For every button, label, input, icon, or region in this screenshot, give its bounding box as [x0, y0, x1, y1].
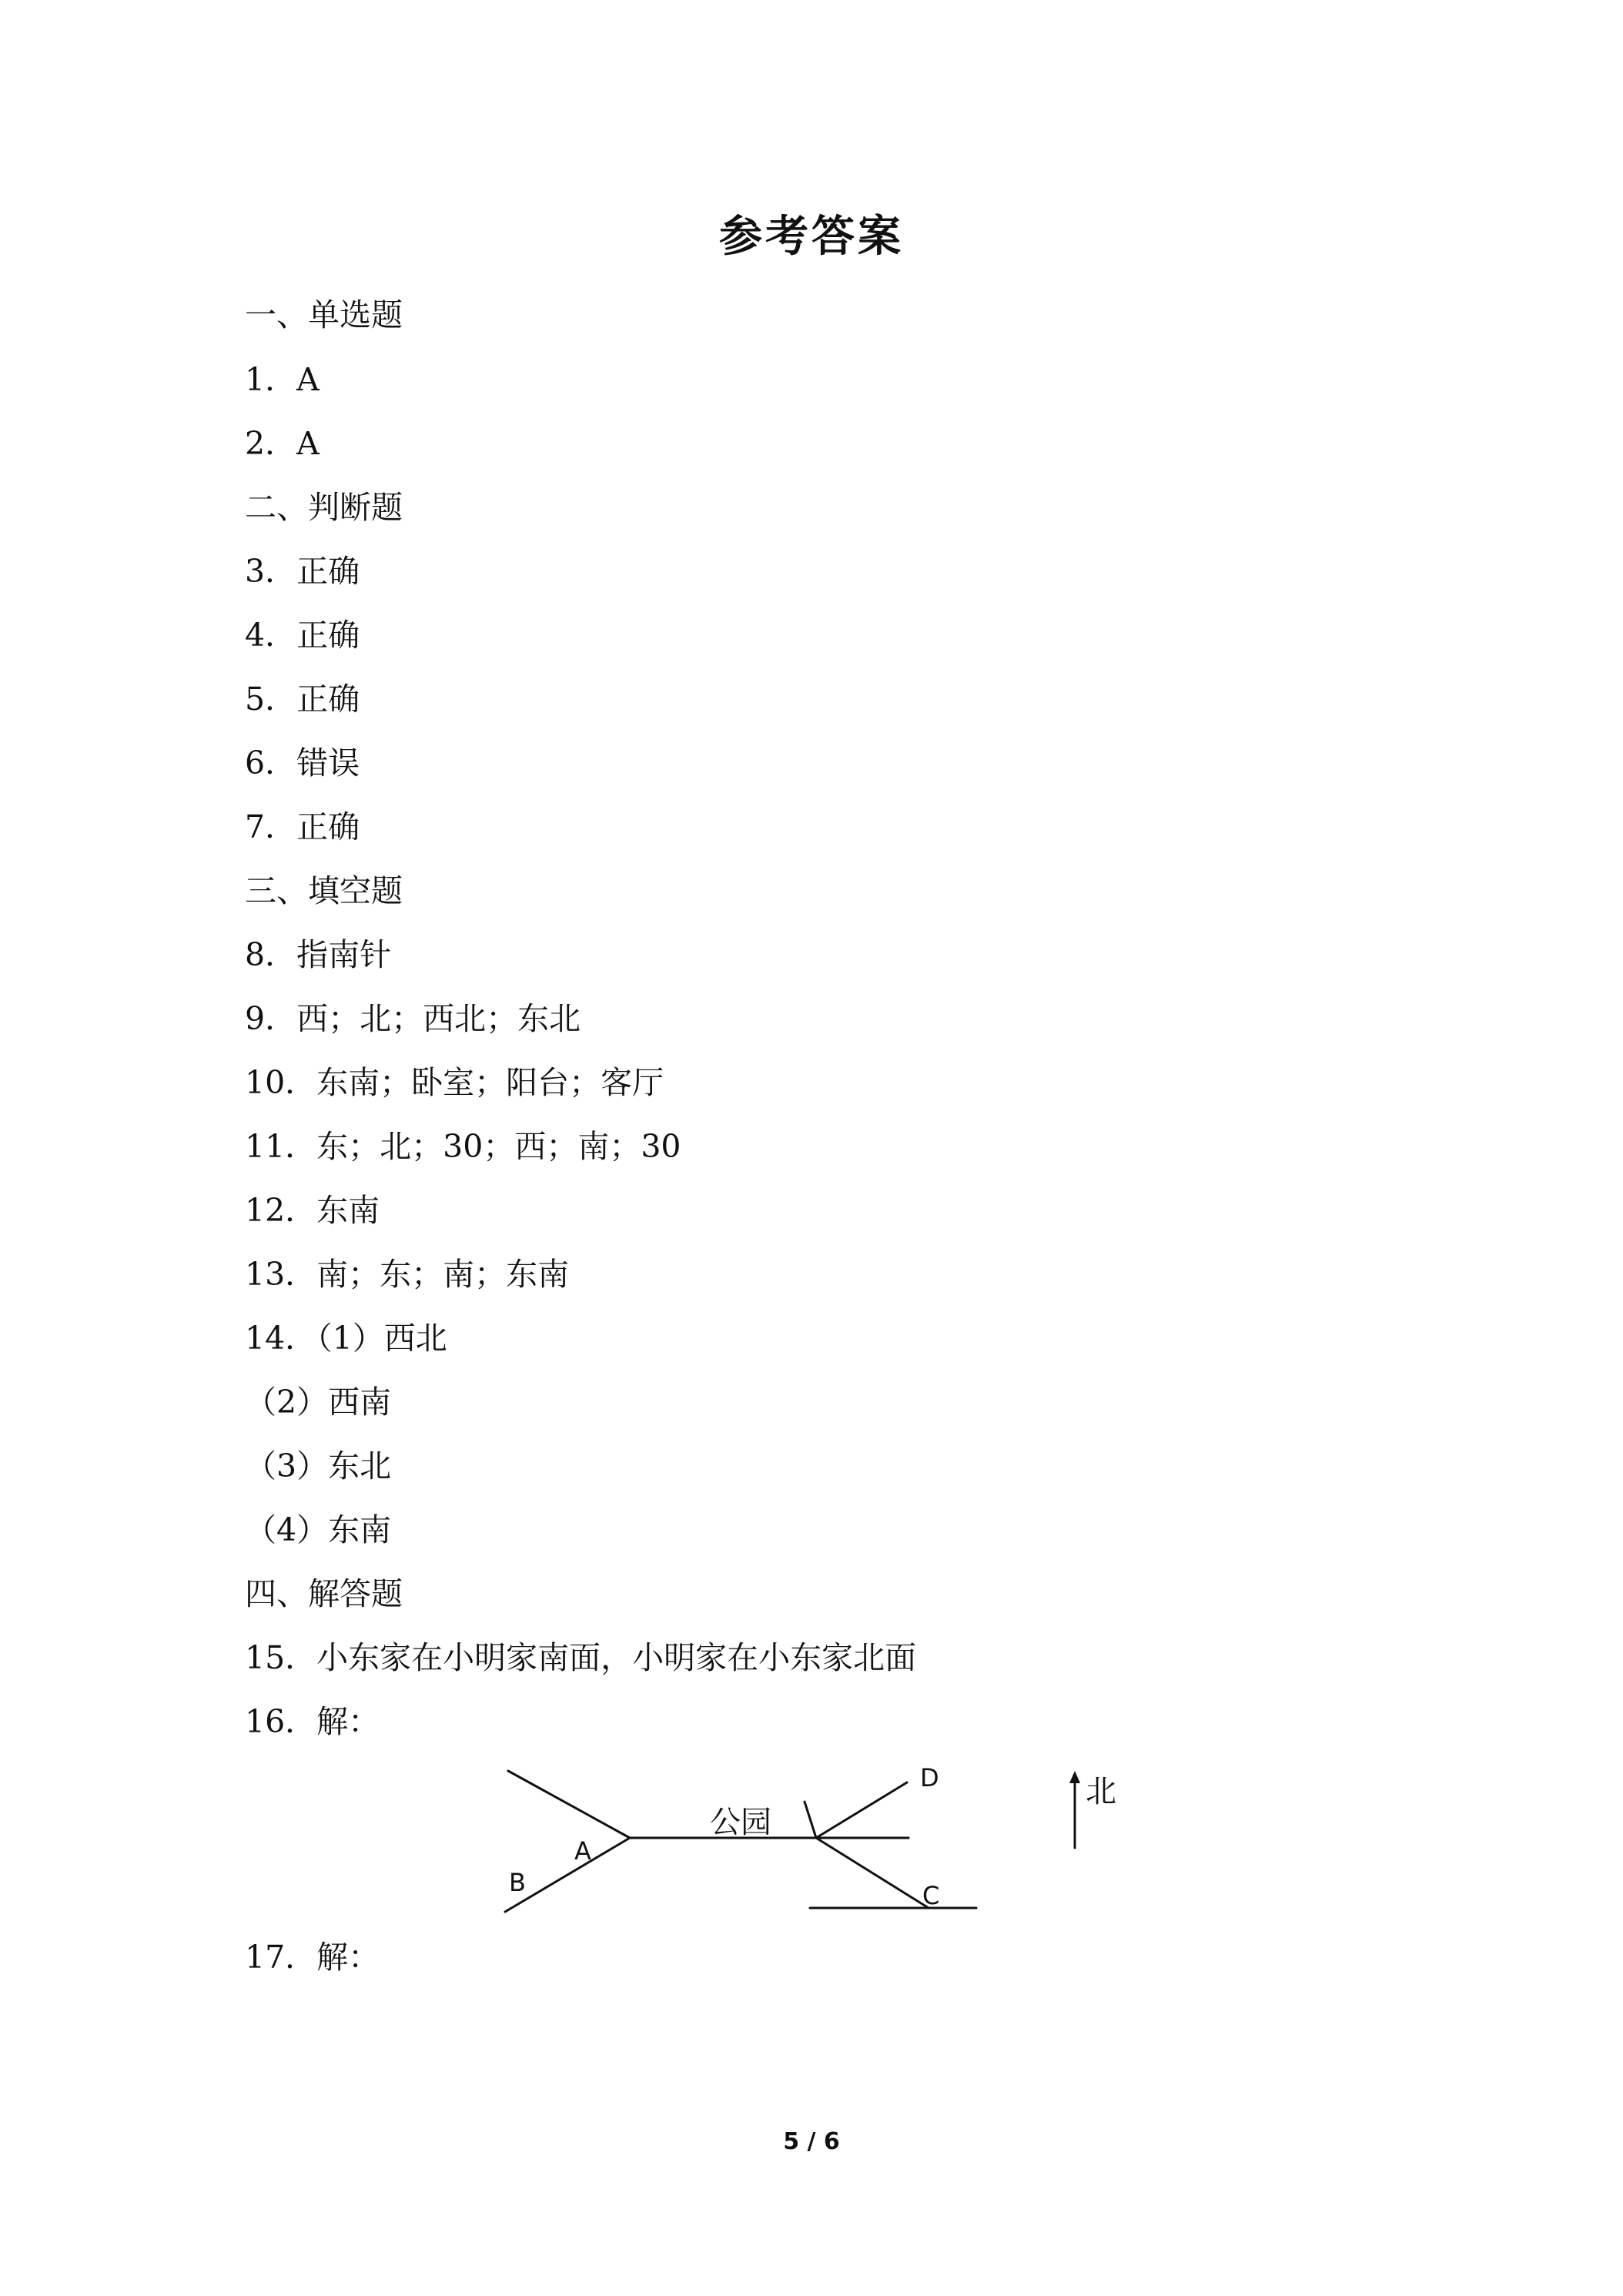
answer-14-2: （2）西南 [245, 1384, 392, 1421]
answer-7: 7．正确 [245, 808, 360, 845]
north-label: 北 [1086, 1774, 1116, 1809]
section-heading-true-false: 二、判断题 [245, 489, 403, 526]
point-c-label: C [922, 1881, 940, 1910]
answer-3: 3．正确 [245, 553, 360, 590]
answer-14-1: 14．（1）西北 [245, 1320, 447, 1357]
answer-9: 9．西；北；西北；东北 [245, 1000, 581, 1037]
point-d-label: D [920, 1763, 939, 1792]
section-heading-fill-blank: 三、填空题 [245, 872, 403, 909]
route-diagram [493, 1755, 1139, 1925]
section-heading-single-choice: 一、单选题 [245, 296, 403, 333]
answer-17: 17．解： [245, 1939, 380, 1976]
answer-15: 15．小东家在小明家南面，小明家在小东家北面 [245, 1639, 917, 1676]
answer-8: 8．指南针 [245, 936, 392, 973]
short-branch-line [805, 1802, 816, 1838]
road-a-upper-line [508, 1771, 630, 1838]
north-arrow-icon [1069, 1771, 1080, 1783]
road-d-line [816, 1782, 907, 1838]
page-number: 5 / 6 [783, 2128, 840, 2155]
answer-11: 11．东；北；30；西；南；30 [245, 1128, 681, 1165]
answer-6: 6．错误 [245, 745, 360, 782]
point-b-label: B [509, 1868, 526, 1897]
answer-12: 12．东南 [245, 1192, 380, 1229]
answer-5: 5．正确 [245, 681, 360, 718]
answer-2: 2．A [245, 425, 320, 462]
park-label: 公园 [710, 1805, 771, 1840]
answer-13: 13．南；东；南；东南 [245, 1256, 570, 1293]
answer-14-3: （3）东北 [245, 1448, 392, 1484]
answer-14-4: （4）东南 [245, 1511, 392, 1548]
point-a-label: A [574, 1836, 591, 1866]
section-heading-solve: 四、解答题 [245, 1575, 403, 1612]
answer-1: 1．A [245, 361, 320, 398]
answer-16: 16．解： [245, 1703, 380, 1740]
road-c-line [816, 1838, 929, 1908]
answer-10: 10．东南；卧室；阳台；客厅 [245, 1064, 664, 1101]
answer-4: 4．正确 [245, 617, 360, 654]
page-title: 参考答案 [719, 211, 904, 262]
